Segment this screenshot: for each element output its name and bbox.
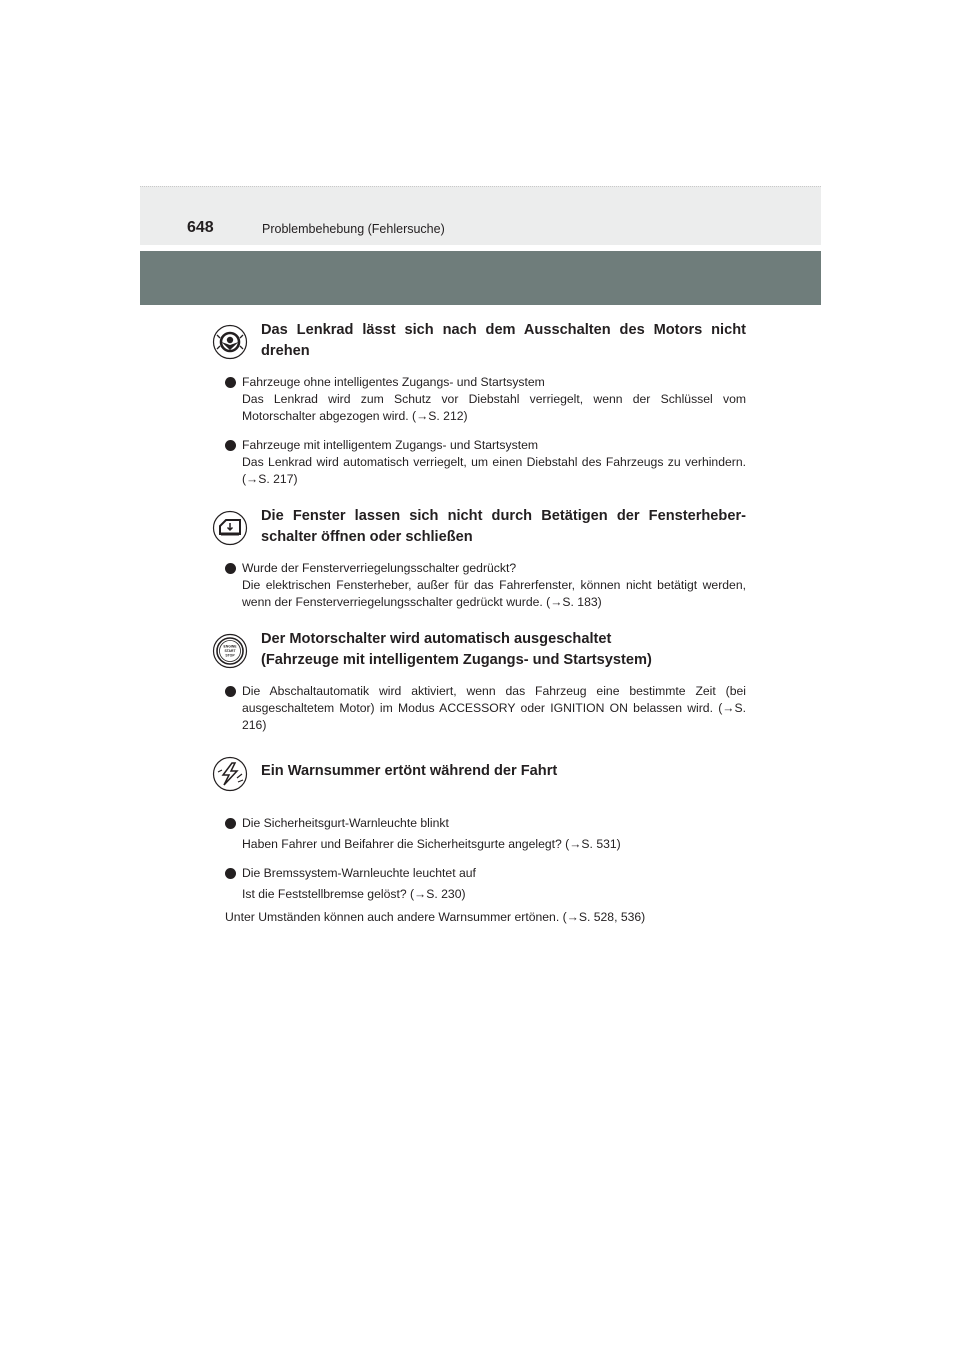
issue-header [212,506,746,548]
engine-start-stop-icon [212,633,248,669]
bullet-dot [225,868,236,879]
bullet-dot [225,377,236,388]
bullet-dot [225,686,236,697]
bullet-lead: Die Bremssystem-Warnleuchte leuchtet auf [242,866,476,880]
issue-header [212,320,746,362]
issue-title: Die Fenster lassen sich nicht durch Betätigen der Fensterheber-schalter öffnen oder schließen [261,508,746,545]
list-item [212,683,746,734]
bullet-body: Die elektrischen Fensterheber, außer für das Fahrerfenster, können nicht betätigt werden, wenn der Fensterverriegelungsschalter gedrückt wurde. (→S. 183) [242,578,746,609]
icon-text-engine: ENGINE [223,644,237,649]
issue-header [212,752,746,803]
bullet-lead: Fahrzeuge ohne intelligentes Zugangs- und Startsystem [242,375,545,389]
issue-title-line-2: (Fahrzeuge mit intelligentem Zugangs- und Startsystem) [261,652,652,668]
list-item [212,865,746,903]
bullet-body: Das Lenkrad wird automatisch verriegelt, um einen Diebstahl des Fahrzeugs zu verhindern. (→S. 217) [242,455,746,486]
issue-auto-power-off [212,629,746,734]
icon-text-stop: STOP [225,653,235,658]
bullet-lead: Die Sicherheitsgurt-Warnleuchte blinkt [242,816,449,830]
icon-text-start: START [224,649,236,653]
bullet-lead: Fahrzeuge mit intelligentem Zugangs- und Startsystem [242,438,539,452]
section-band [140,251,821,305]
page-header-band [140,186,821,245]
steering-lock-icon [212,324,248,360]
bullet-dot [225,440,236,451]
running-title: Problembehebung (Fehlersuche) [262,222,445,236]
bullet-lead: Wurde der Fensterverriegelungsschalter gedrückt? [242,561,517,575]
bullet-dot [225,818,236,829]
bullet-body: Das Lenkrad wird zum Schutz vor Diebstahl verriegelt, wenn der Schlüssel vom Motorschalter abgezogen wird. (→S. 212) [242,392,746,423]
issue-title [261,629,746,671]
window-lock-icon [212,510,248,546]
page-content [212,320,746,926]
issue-warning-buzzer [212,752,746,926]
footer-note: Unter Umständen können auch andere Warnsummer ertönen. (→S. 528, 536) [225,910,646,924]
warning-buzzer-icon [212,756,248,792]
issue-header [212,629,746,671]
bullet-body: Die Abschaltautomatik wird aktiviert, wenn das Fahrzeug eine bestimmte Zeit (bei ausgeschaltetem Motor) im Modus ACCESSORY oder IGNITION ON belassen wird. (→S. 216) [242,684,746,732]
list-item [212,374,746,425]
list-item [212,437,746,488]
issue-window-switch [212,506,746,611]
page-number: 648 [187,219,214,236]
bullet-body: Ist die Feststellbremse gelöst? (→S. 230) [242,887,466,901]
bullet-body: Haben Fahrer und Beifahrer die Sicherheitsgurte angelegt? (→S. 531) [242,837,621,851]
list-item [212,560,746,611]
issue-steering-lock [212,320,746,488]
list-item [212,815,746,853]
issue-title-line-1: Der Motorschalter wird automatisch ausgeschaltet [261,631,612,647]
issue-title: Das Lenkrad lässt sich nach dem Ausschalten des Motors nicht drehen [261,322,746,359]
issue-title: Ein Warnsummer ertönt während der Fahrt [261,763,558,779]
bullet-dot [225,563,236,574]
